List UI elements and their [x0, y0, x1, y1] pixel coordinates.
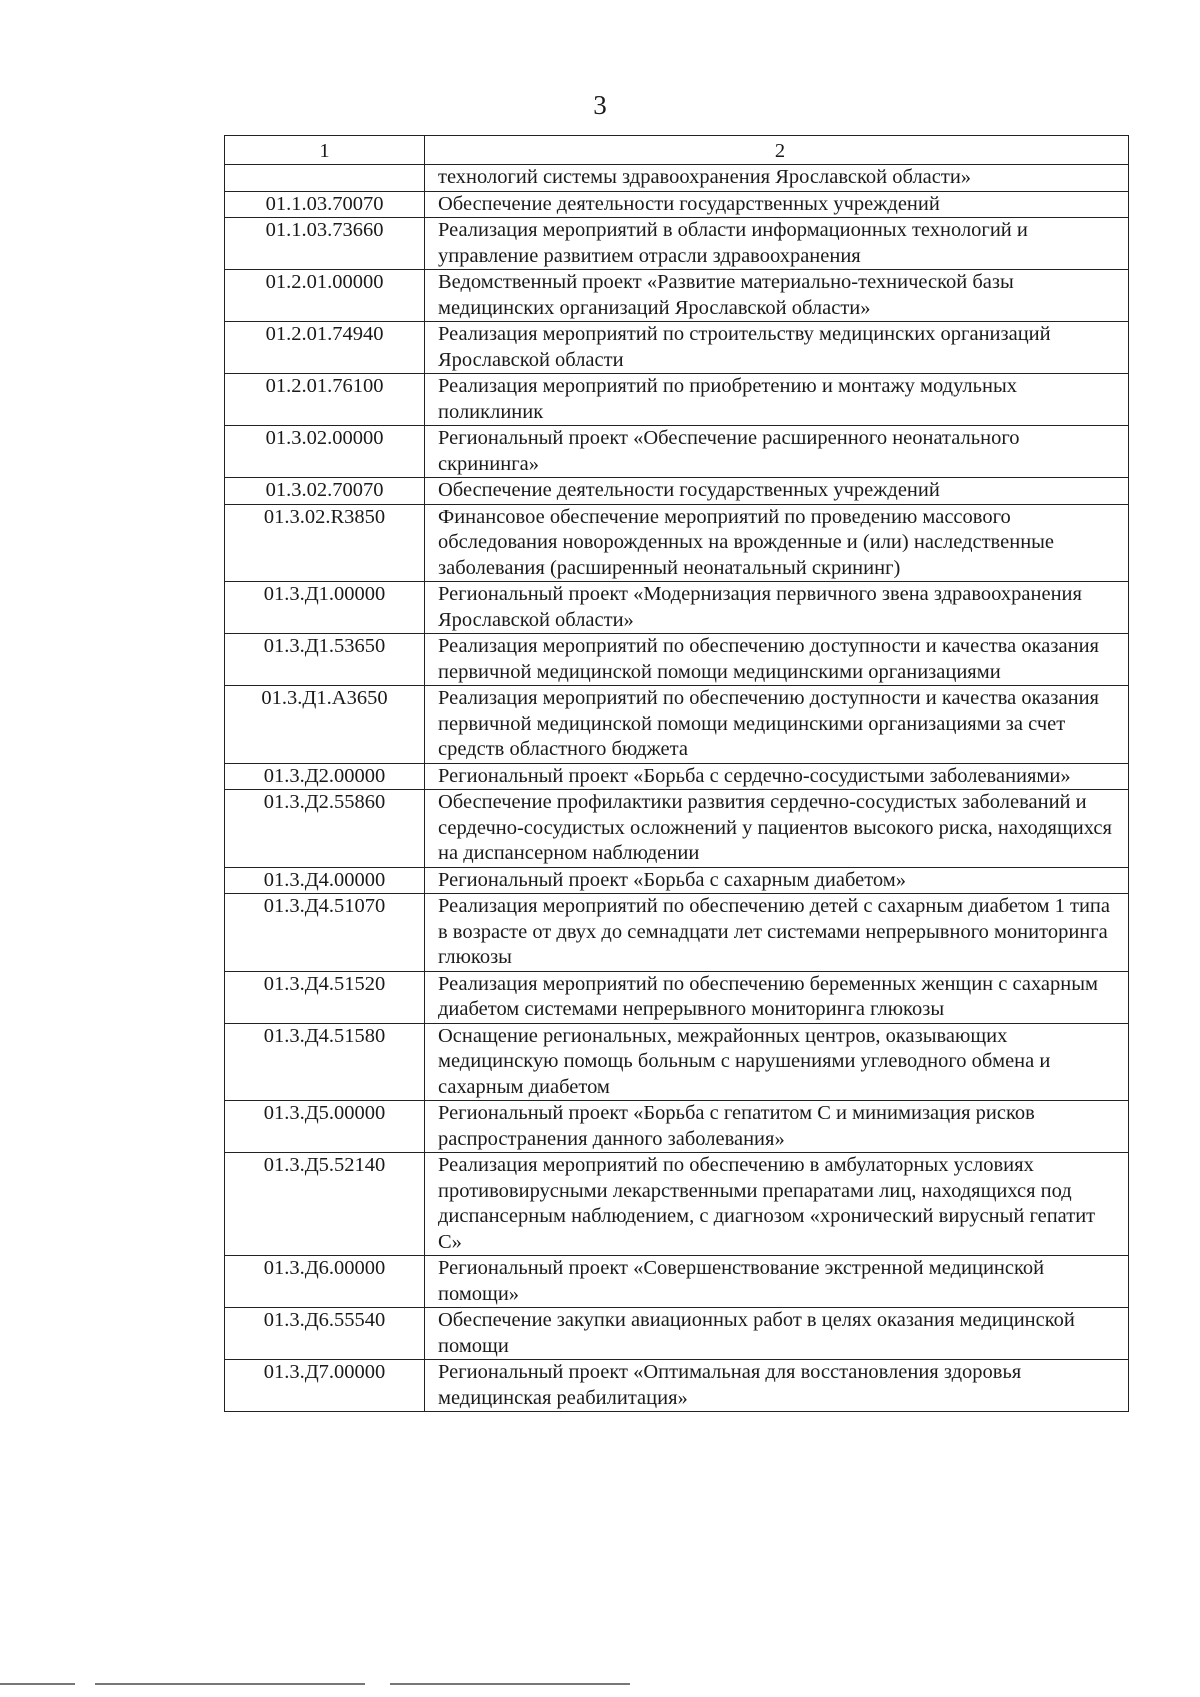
- row-code: 01.1.03.73660: [225, 218, 425, 270]
- row-description: Региональный проект «Борьба с сердечно-сосудистыми заболеваниями»: [425, 763, 1129, 790]
- table-row: [225, 1153, 1129, 1256]
- scan-mark: [390, 1683, 630, 1685]
- table-row: [225, 322, 1129, 374]
- row-code: 01.3.Д4.51070: [225, 894, 425, 972]
- row-code: 01.3.Д4.51520: [225, 971, 425, 1023]
- table-row: [225, 1308, 1129, 1360]
- row-code: 01.3.Д6.00000: [225, 1256, 425, 1308]
- table-row: [225, 504, 1129, 582]
- row-description: Региональный проект «Борьба с сахарным диабетом»: [425, 867, 1129, 894]
- row-description: Реализация мероприятий по обеспечению доступности и качества оказания первичной медицинской помощи медицинскими организациями за счет средств областного бюджета: [425, 686, 1129, 764]
- column-header-code: 1: [225, 136, 425, 165]
- budget-classification-table: [224, 135, 1129, 1412]
- row-code: 01.3.Д5.52140: [225, 1153, 425, 1256]
- table-row: [225, 790, 1129, 868]
- row-description: Региональный проект «Оптимальная для восстановления здоровья медицинская реабилитация»: [425, 1360, 1129, 1412]
- table-row: [225, 1256, 1129, 1308]
- table-row: [225, 1101, 1129, 1153]
- row-description: Реализация мероприятий по строительству медицинских организаций Ярославской области: [425, 322, 1129, 374]
- row-description: Обеспечение закупки авиационных работ в целях оказания медицинской помощи: [425, 1308, 1129, 1360]
- row-description: Оснащение региональных, межрайонных центров, оказывающих медицинскую помощь больным с нарушениями углеводного обмена и сахарным диабетом: [425, 1023, 1129, 1101]
- row-code: 01.3.Д4.00000: [225, 867, 425, 894]
- table-row: [225, 763, 1129, 790]
- row-code: 01.3.Д2.00000: [225, 763, 425, 790]
- row-code: 01.3.02.00000: [225, 426, 425, 478]
- row-description: Региональный проект «Обеспечение расширенного неонатального скрининга»: [425, 426, 1129, 478]
- table-row: [225, 686, 1129, 764]
- row-description: технологий системы здравоохранения Ярославской области»: [425, 165, 1129, 192]
- row-description: Региональный проект «Борьба с гепатитом С и минимизация рисков распространения данного заболевания»: [425, 1101, 1129, 1153]
- scan-mark: [0, 1683, 75, 1685]
- row-description: Реализация мероприятий по приобретению и монтажу модульных поликлиник: [425, 374, 1129, 426]
- row-code: 01.3.02.70070: [225, 478, 425, 505]
- table-row: [225, 218, 1129, 270]
- row-code: 01.2.01.76100: [225, 374, 425, 426]
- row-description: Обеспечение деятельности государственных учреждений: [425, 191, 1129, 218]
- row-code: 01.2.01.74940: [225, 322, 425, 374]
- table-row: [225, 867, 1129, 894]
- row-description: Региональный проект «Модернизация первичного звена здравоохранения Ярославской области»: [425, 582, 1129, 634]
- row-description: Региональный проект «Совершенствование экстренной медицинской помощи»: [425, 1256, 1129, 1308]
- row-code: 01.3.Д1.А3650: [225, 686, 425, 764]
- row-code: 01.3.Д1.53650: [225, 634, 425, 686]
- row-code: 01.3.Д4.51580: [225, 1023, 425, 1101]
- row-code: 01.3.Д5.00000: [225, 1101, 425, 1153]
- table-row: [225, 894, 1129, 972]
- row-code: 01.3.Д1.00000: [225, 582, 425, 634]
- row-code: [225, 165, 425, 192]
- row-code: 01.1.03.70070: [225, 191, 425, 218]
- row-description: Реализация мероприятий по обеспечению доступности и качества оказания первичной медицинской помощи медицинскими организациями: [425, 634, 1129, 686]
- row-description: Обеспечение профилактики развития сердечно-сосудистых заболеваний и сердечно-сосудистых осложнений у пациентов высокого риска, находящихся на диспансерном наблюдении: [425, 790, 1129, 868]
- table-row: [225, 478, 1129, 505]
- table-row: [225, 971, 1129, 1023]
- scan-mark: [95, 1683, 365, 1685]
- table-header-row: [225, 136, 1129, 165]
- row-description: Ведомственный проект «Развитие материально-технической базы медицинских организаций Ярославской области»: [425, 270, 1129, 322]
- table-row: [225, 165, 1129, 192]
- table-row: [225, 1023, 1129, 1101]
- scan-artifact-lines: [0, 1683, 1200, 1687]
- row-description: Реализация мероприятий по обеспечению детей с сахарным диабетом 1 типа в возрасте от двух до семнадцати лет системами непрерывного мониторинга глюкозы: [425, 894, 1129, 972]
- page-number: 3: [593, 90, 607, 120]
- row-code: 01.3.Д7.00000: [225, 1360, 425, 1412]
- table-row: [225, 1360, 1129, 1412]
- table-row: [225, 634, 1129, 686]
- row-description: Реализация мероприятий по обеспечению беременных женщин с сахарным диабетом системами непрерывного мониторинга глюкозы: [425, 971, 1129, 1023]
- row-description: Финансовое обеспечение мероприятий по проведению массового обследования новорожденных на врожденные и (или) наследственные заболевания (расширенный неонатальный скрининг): [425, 504, 1129, 582]
- row-code: 01.3.Д2.55860: [225, 790, 425, 868]
- row-description: Обеспечение деятельности государственных учреждений: [425, 478, 1129, 505]
- table-row: [225, 374, 1129, 426]
- table-row: [225, 582, 1129, 634]
- row-description: Реализация мероприятий в области информационных технологий и управление развитием отрасли здравоохранения: [425, 218, 1129, 270]
- table-row: [225, 191, 1129, 218]
- row-code: 01.3.02.R3850: [225, 504, 425, 582]
- column-header-name: 2: [425, 136, 1129, 165]
- table-row: [225, 270, 1129, 322]
- row-code: 01.2.01.00000: [225, 270, 425, 322]
- row-code: 01.3.Д6.55540: [225, 1308, 425, 1360]
- table-row: [225, 426, 1129, 478]
- row-description: Реализация мероприятий по обеспечению в амбулаторных условиях противовирусными лекарственными препаратами лиц, находящихся под диспансерным наблюдением, с диагнозом «хронический вирусный гепатит С»: [425, 1153, 1129, 1256]
